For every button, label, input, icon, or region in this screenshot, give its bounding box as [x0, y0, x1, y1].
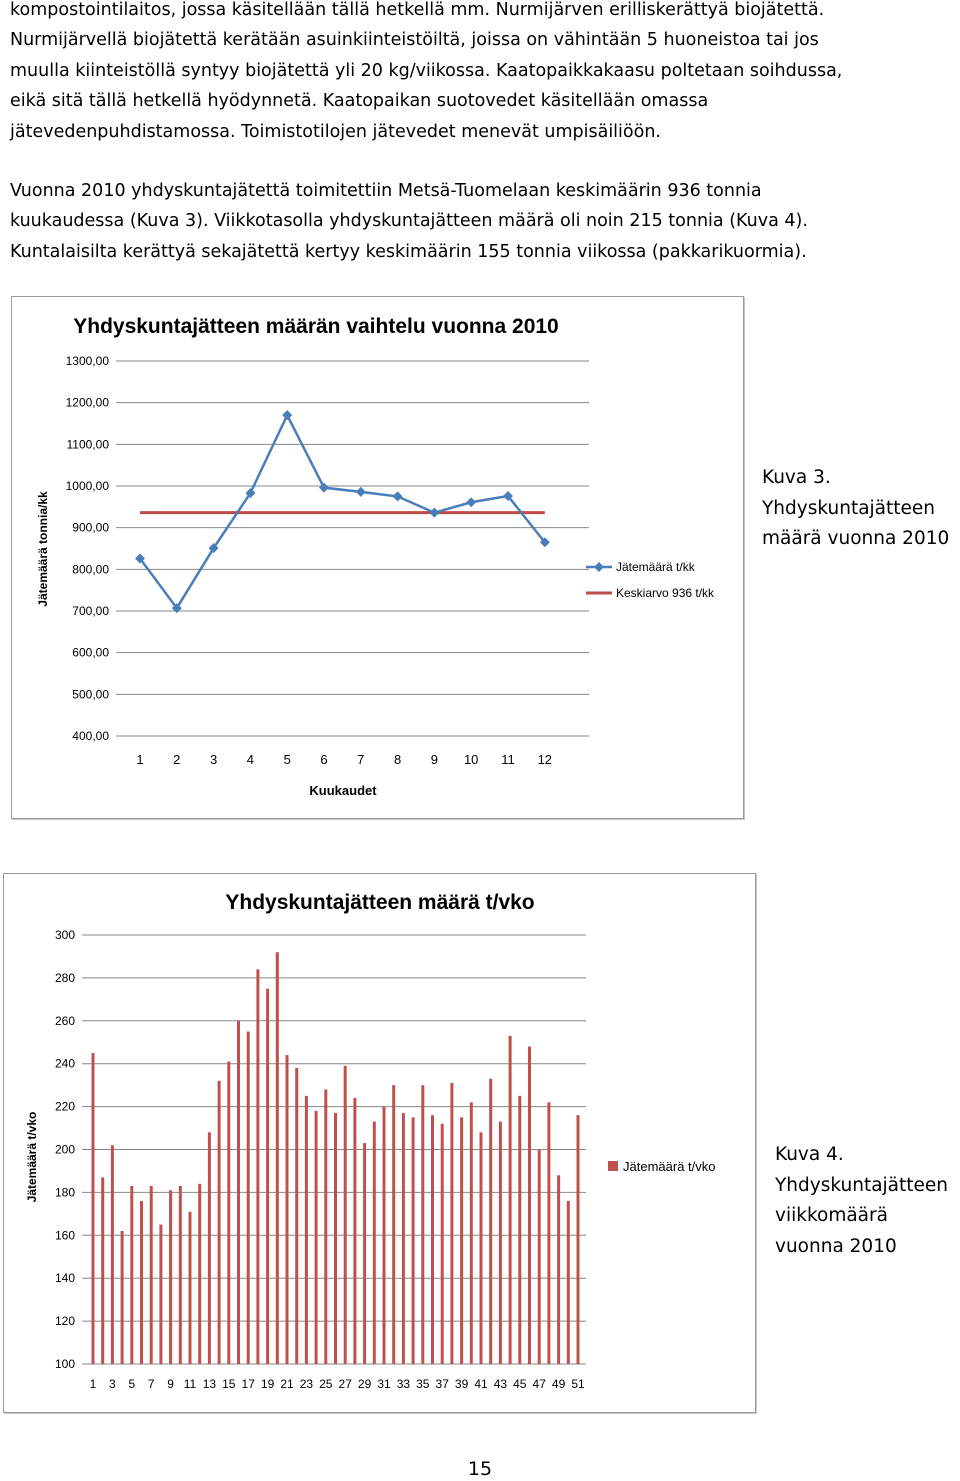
x-tick-label: 7	[147, 1377, 155, 1391]
x-tick-label: 12	[537, 752, 553, 767]
y-axis-label: Jätemäärä tonnia/kk	[36, 491, 50, 607]
x-tick-label: 51	[571, 1377, 585, 1391]
x-tick-label: 3	[209, 752, 218, 767]
bar	[121, 1231, 124, 1364]
x-tick-label: 35	[416, 1377, 430, 1391]
x-tick-label: 13	[202, 1377, 217, 1391]
x-tick-label: 1	[136, 752, 144, 767]
x-tick-label: 2	[173, 752, 181, 767]
x-tick-label: 29	[357, 1377, 372, 1391]
bar	[480, 1132, 483, 1364]
bar	[276, 952, 279, 1364]
y-tick-label: 1200,00	[65, 395, 109, 410]
y-tick-label: 260	[54, 1013, 75, 1028]
bar	[256, 969, 259, 1364]
text-line: jätevedenpuhdistamossa. Toimistotilojen jätevedet menevät umpisäiliöön.	[10, 121, 661, 142]
text-line: kuukaudessa (Kuva 3). Viikkotasolla yhdyskuntajätteen määrä oli noin 215 tonnia (Kuva 4).	[10, 211, 808, 232]
x-tick-label: 11	[183, 1377, 197, 1391]
text-line: Nurmijärvellä biojätettä kerätään asuinkiinteistöiltä, joissa on vähintään 5 huoneistoa tai jos	[10, 30, 819, 51]
bar	[334, 1113, 337, 1364]
x-tick-label: 5	[283, 752, 291, 767]
x-tick-label: 17	[241, 1377, 255, 1391]
y-tick-label: 280	[54, 970, 75, 985]
legend-label-keskiarvo: Keskiarvo 936 t/kk	[616, 586, 715, 600]
x-tick-label: 41	[474, 1377, 488, 1391]
x-tick-label: 11	[501, 752, 515, 767]
legend-label-jatemaara: Jätemäärä t/kk	[616, 560, 695, 574]
y-tick-label: 180	[54, 1185, 75, 1200]
x-axis-label: Kuukaudet	[309, 783, 377, 798]
bar	[383, 1107, 386, 1364]
line-chart-svg	[12, 297, 743, 818]
figure-caption-kuva-3	[762, 463, 949, 555]
bar	[266, 989, 269, 1364]
bar-chart-svg	[4, 874, 755, 1412]
bar	[179, 1186, 182, 1364]
bar	[140, 1201, 143, 1364]
bar	[392, 1085, 395, 1364]
y-tick-label: 800,00	[72, 562, 109, 577]
bar	[286, 1055, 289, 1364]
caption-line: Kuva 3.	[762, 467, 831, 488]
bar	[101, 1177, 104, 1364]
bar	[441, 1124, 444, 1364]
x-tick-label: 23	[299, 1377, 314, 1391]
legend-marker-jatemaara	[594, 562, 604, 572]
y-tick-label: 240	[54, 1056, 75, 1071]
caption-line: Yhdyskuntajätteen	[775, 1174, 949, 1196]
bar	[402, 1113, 405, 1364]
x-tick-label: 37	[435, 1377, 449, 1391]
bar	[431, 1115, 434, 1364]
bar	[470, 1102, 473, 1364]
bar	[344, 1066, 347, 1364]
caption-line: Kuva 4.	[775, 1144, 844, 1165]
x-tick-label: 7	[357, 752, 365, 767]
data-point-marker	[356, 487, 366, 497]
x-tick-label: 21	[280, 1377, 294, 1391]
text-line: muulla kiinteistöllä syntyy biojätettä yli 20 kg/viikossa. Kaatopaikkakaasu poltetaan soihdussa,	[10, 60, 843, 81]
x-tick-label: 33	[396, 1377, 411, 1391]
monthly-waste-line-chart	[11, 296, 744, 819]
legend-label: Jätemäärä t/vko	[623, 1159, 716, 1174]
x-tick-label: 15	[222, 1377, 236, 1391]
y-tick-label: 300	[54, 928, 75, 942]
text-line: eikä sitä tällä hetkellä hyödynnetä. Kaatopaikan suotovedet käsitellään omassa	[10, 91, 709, 112]
bar	[499, 1122, 502, 1364]
x-tick-label: 9	[167, 1377, 174, 1391]
bar	[150, 1186, 153, 1364]
body-paragraph-2	[10, 176, 955, 267]
bar	[538, 1150, 541, 1365]
text-line: kompostointilaitos, jossa käsitellään tällä hetkellä mm. Nurmijärven erilliskerättyä biojätettä.	[10, 0, 825, 20]
bar	[324, 1089, 327, 1364]
y-tick-label: 1300,00	[65, 354, 109, 368]
bar	[130, 1186, 133, 1364]
y-tick-label: 120	[54, 1314, 75, 1329]
x-tick-label: 19	[260, 1377, 275, 1391]
x-tick-label: 49	[551, 1377, 566, 1391]
x-tick-label: 39	[454, 1377, 469, 1391]
legend-swatch	[608, 1161, 618, 1171]
data-point-marker	[466, 497, 476, 507]
bar	[305, 1096, 308, 1364]
bar	[237, 1021, 240, 1364]
chart-title: Yhdyskuntajätteen määrän vaihtelu vuonna 2010	[73, 315, 559, 338]
bar	[528, 1047, 531, 1364]
bar	[518, 1096, 521, 1364]
y-tick-label: 140	[54, 1271, 75, 1286]
text-line: Kuntalaisilta kerättyä sekajätettä kertyy keskimäärin 155 tonnia viikossa (pakkarikuormia).	[10, 241, 807, 262]
bar	[557, 1175, 560, 1364]
x-tick-label: 6	[320, 752, 328, 767]
y-tick-label: 600,00	[72, 645, 109, 660]
page-number: 15	[467, 1458, 493, 1480]
bar	[567, 1201, 570, 1364]
bar	[450, 1083, 453, 1364]
y-tick-label: 700,00	[72, 604, 109, 618]
x-tick-label: 25	[319, 1377, 333, 1391]
y-tick-label: 500,00	[72, 687, 109, 702]
bar	[159, 1225, 162, 1364]
bar	[198, 1184, 201, 1364]
y-tick-label: 220	[54, 1099, 75, 1114]
bar	[208, 1132, 211, 1364]
bar	[460, 1117, 463, 1364]
chart-title: Yhdyskuntajätteen määrä t/vko	[225, 891, 535, 914]
bar	[421, 1085, 424, 1364]
bar	[547, 1102, 550, 1364]
x-tick-label: 9	[430, 752, 439, 767]
x-tick-label: 45	[513, 1377, 527, 1391]
bar	[169, 1190, 172, 1364]
bar	[577, 1115, 580, 1364]
y-tick-label: 100	[54, 1357, 75, 1371]
y-tick-label: 160	[54, 1228, 75, 1243]
text-line: Vuonna 2010 yhdyskuntajätettä toimitettiin Metsä-Tuomelaan keskimäärin 936 tonnia	[10, 181, 762, 201]
x-tick-label: 47	[532, 1377, 546, 1391]
y-axis-label: Jätemäärä t/vko	[25, 1111, 39, 1203]
x-tick-label: 3	[109, 1377, 116, 1391]
caption-line: määrä vuonna 2010	[762, 528, 950, 549]
figure-caption-kuva-4	[775, 1140, 948, 1262]
y-tick-label: 200	[54, 1142, 75, 1157]
caption-line: vuonna 2010	[775, 1235, 897, 1257]
y-tick-label: 900,00	[72, 520, 109, 535]
x-tick-label: 8	[393, 752, 402, 767]
bar	[489, 1079, 492, 1364]
bar	[92, 1053, 95, 1364]
caption-line: Yhdyskuntajätteen	[762, 497, 936, 519]
bar	[218, 1081, 221, 1364]
bar	[295, 1068, 298, 1364]
bar	[509, 1036, 512, 1364]
x-tick-label: 1	[89, 1377, 97, 1391]
x-tick-label: 5	[128, 1377, 136, 1391]
y-tick-label: 400,00	[72, 729, 109, 743]
data-point-marker	[282, 410, 292, 420]
bar	[315, 1111, 318, 1364]
body-paragraph-1	[10, 0, 955, 147]
y-tick-label: 1100,00	[66, 437, 109, 452]
x-tick-label: 27	[338, 1377, 352, 1391]
bar	[353, 1098, 356, 1364]
caption-line: viikkomäärä	[775, 1205, 888, 1226]
bar	[227, 1062, 230, 1364]
bar	[111, 1145, 114, 1364]
data-point-marker	[319, 483, 329, 493]
bar	[412, 1117, 415, 1364]
x-tick-label: 43	[493, 1377, 508, 1391]
data-point-marker	[393, 491, 403, 501]
x-tick-label: 31	[377, 1377, 391, 1391]
x-tick-label: 10	[463, 752, 479, 767]
x-tick-label: 4	[246, 752, 255, 767]
y-tick-label: 1000,00	[65, 479, 109, 493]
data-point-marker	[429, 508, 439, 518]
bar	[363, 1143, 366, 1364]
bar	[189, 1212, 192, 1364]
weekly-waste-bar-chart	[3, 873, 756, 1413]
bar	[373, 1122, 376, 1364]
bar	[247, 1032, 250, 1364]
